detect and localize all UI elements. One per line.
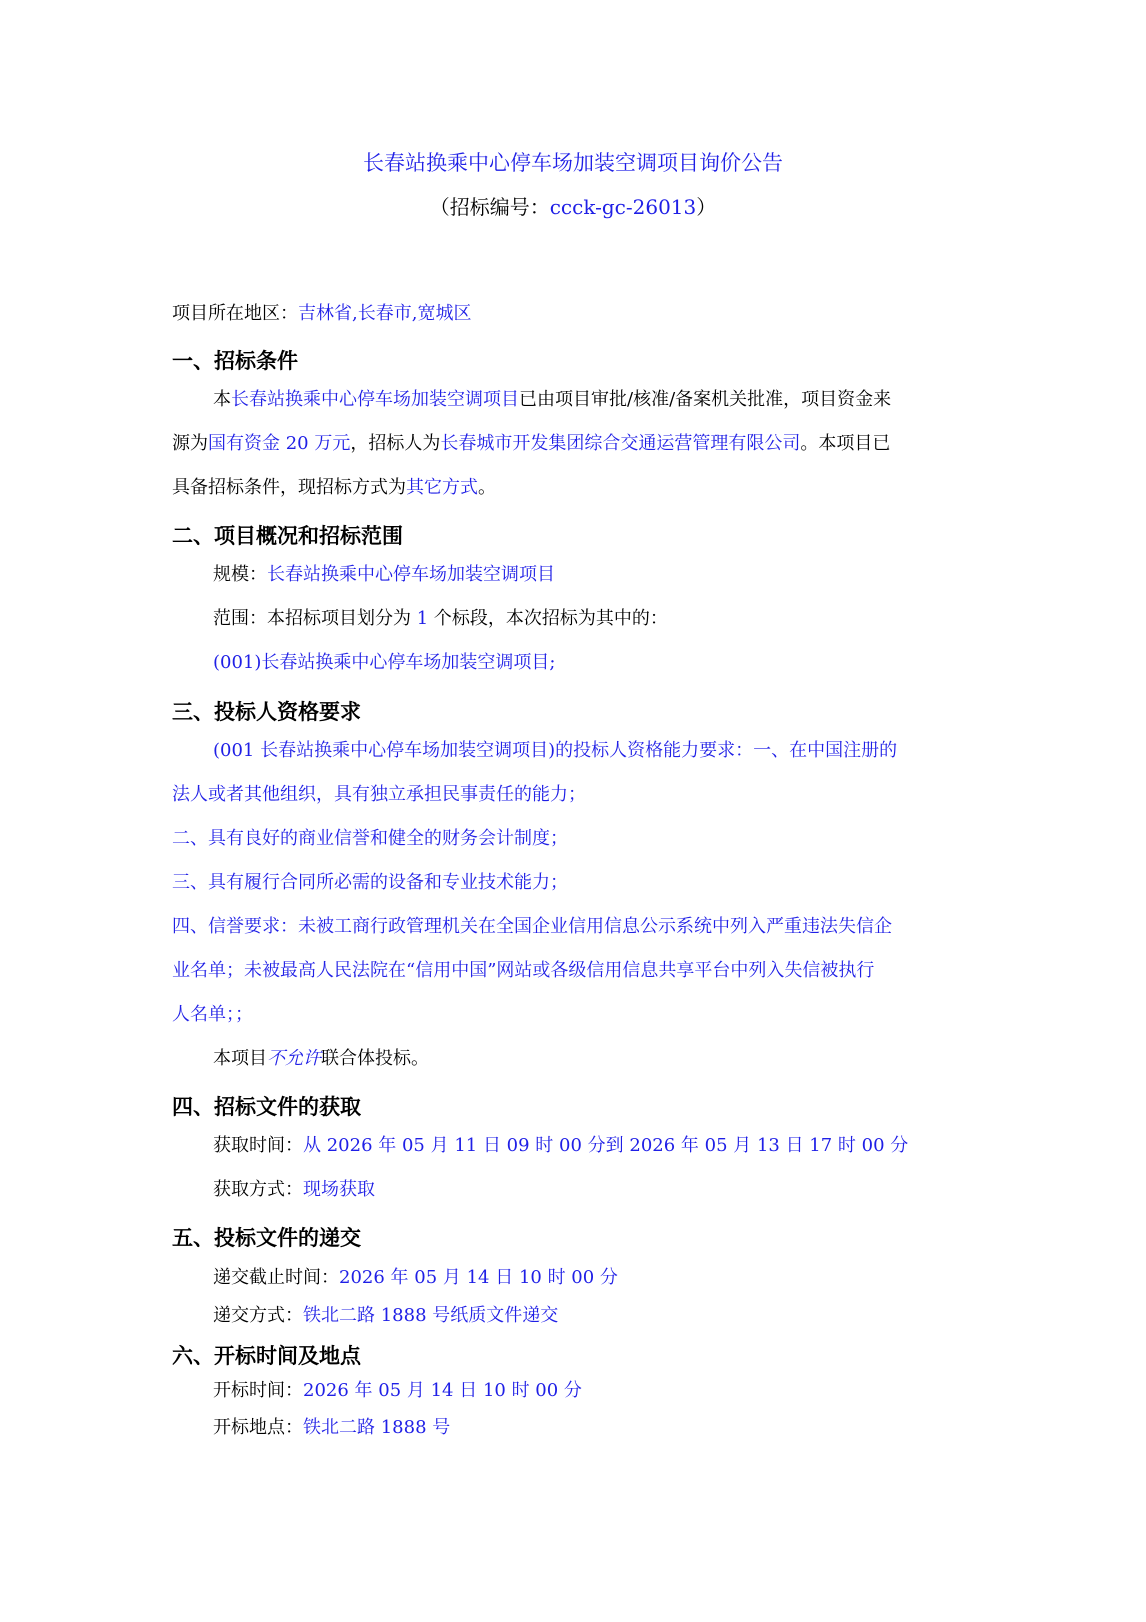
section-heading-4: 四、招标文件的获取: [172, 1095, 361, 1119]
qualification-line: 业名单；未被最高人民法院在“信用中国”网站或各级信用信息共享平台中列入失信被执行: [172, 960, 875, 981]
section-heading-6: 六、开标时间及地点: [172, 1344, 361, 1368]
qualification-line: 四、信誉要求：未被工商行政管理机关在全国企业信用信息公示系统中列入严重违法失信企: [172, 916, 892, 937]
submit-deadline: 递交截止时间：2026 年 05 月 14 日 10 时 00 分: [213, 1267, 618, 1288]
obtain-time: 获取时间：从 2026 年 05 月 11 日 09 时 00 分到 2026 年 05 月 13 日 17 时 00 分: [213, 1135, 909, 1156]
qualification-line: (001 长春站换乘中心停车场加装空调项目)的投标人资格能力要求：一、在中国注册的: [213, 740, 898, 761]
joint-bid-line: 本项目不允许联合体投标。: [213, 1048, 429, 1069]
open-place: 开标地点：铁北二路 1888 号: [213, 1417, 451, 1438]
section-heading-3: 三、投标人资格要求: [172, 700, 361, 724]
qualification-line: 人名单；；: [172, 1004, 253, 1025]
paragraph-line: 源为国有资金 20 万元，招标人为长春城市开发集团综合交通运营管理有限公司。本项目已: [172, 433, 891, 454]
paragraph-line: 具备招标条件，现招标方式为其它方式。: [172, 477, 496, 498]
section-heading-5: 五、投标文件的递交: [172, 1226, 361, 1250]
section-heading-2: 二、项目概况和招标范围: [172, 524, 403, 548]
submit-way: 递交方式：铁北二路 1888 号纸质文件递交: [213, 1305, 559, 1326]
open-time: 开标时间：2026 年 05 月 14 日 10 时 00 分: [213, 1380, 582, 1401]
project-location: 项目所在地区：吉林省,长春市,宽城区: [172, 303, 472, 324]
qualification-line: 法人或者其他组织，具有独立承担民事责任的能力；: [172, 784, 586, 805]
scale-line: 规模：长春站换乘中心停车场加装空调项目: [213, 564, 555, 585]
qualification-line: 二、具有良好的商业信誉和健全的财务会计制度；: [172, 828, 568, 849]
section-heading-1: 一、招标条件: [172, 349, 298, 373]
document-title: 长春站换乘中心停车场加装空调项目询价公告: [363, 151, 783, 175]
tender-code: （招标编号：ccck-gc-26013）: [429, 195, 717, 219]
obtain-way: 获取方式：现场获取: [213, 1179, 375, 1200]
paragraph-line: 本长春站换乘中心停车场加装空调项目已由项目审批/核准/备案机关批准，项目资金来: [213, 389, 892, 410]
range-line: 范围：本招标项目划分为 1 个标段，本次招标为其中的：: [213, 608, 668, 629]
lot-line: (001)长春站换乘中心停车场加装空调项目;: [213, 652, 556, 673]
qualification-line: 三、具有履行合同所必需的设备和专业技术能力；: [172, 872, 568, 893]
